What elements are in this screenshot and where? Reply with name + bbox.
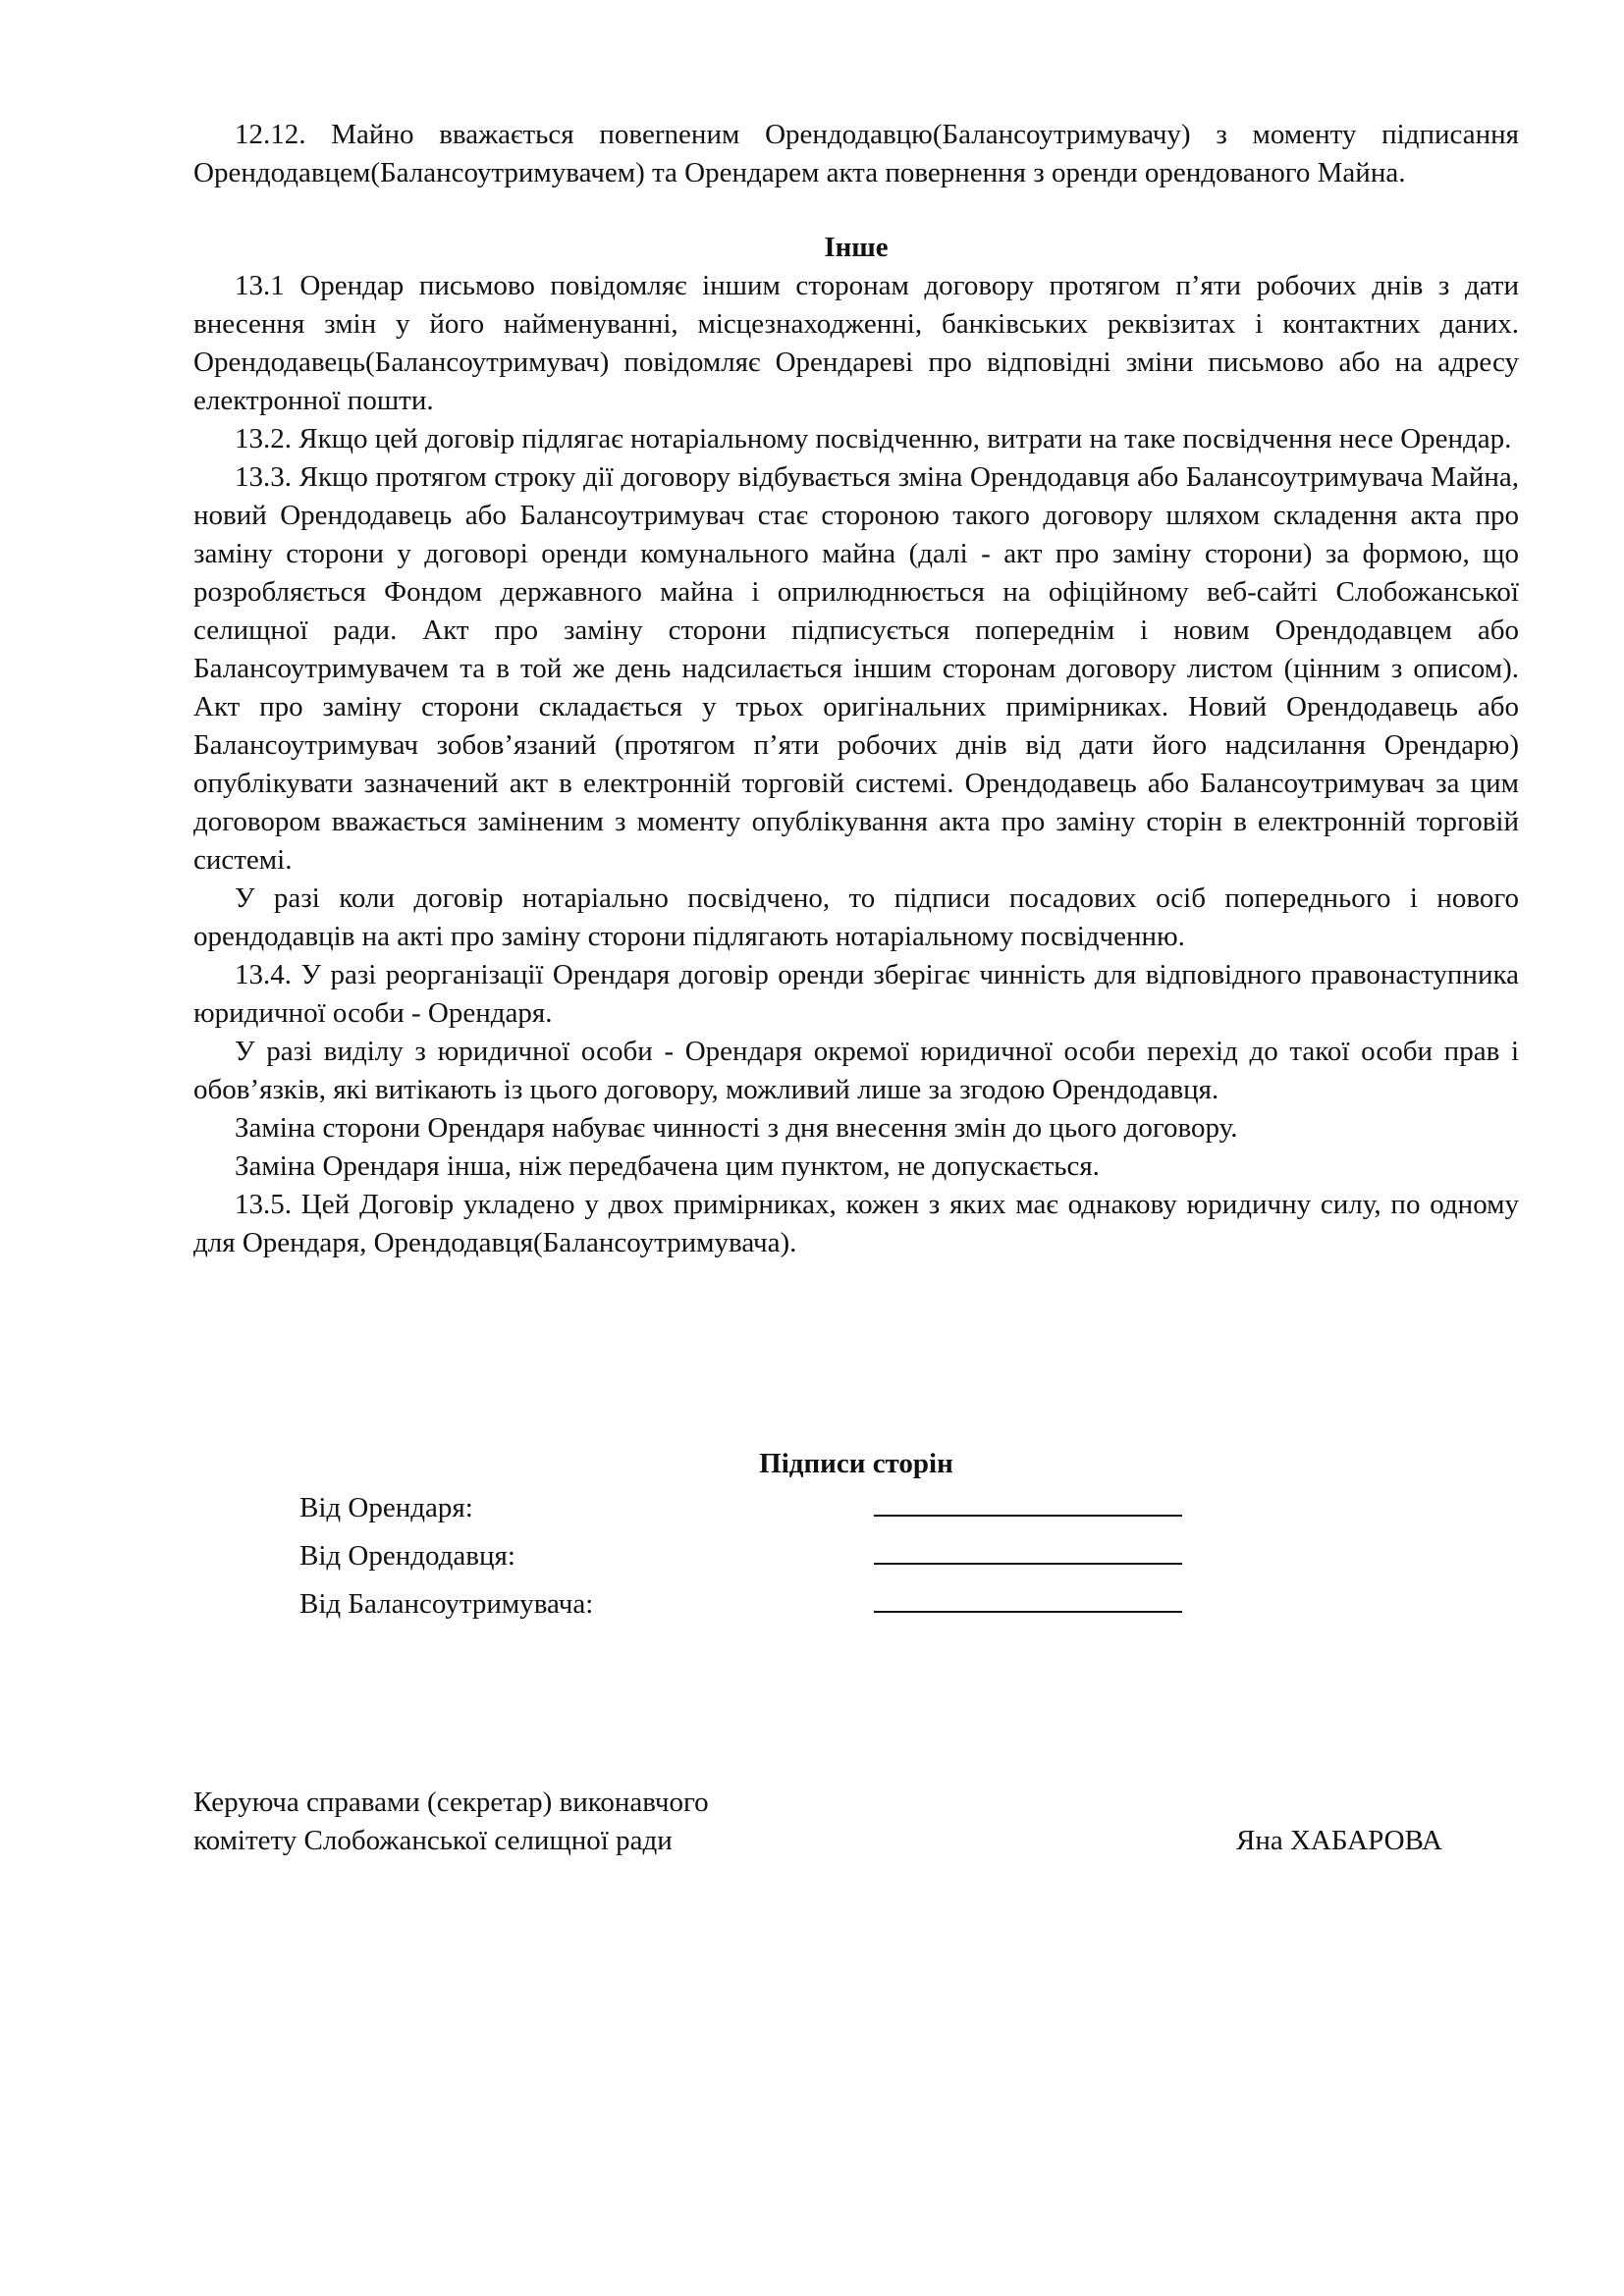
signature-label: Від Орендаря: [299,1492,473,1523]
paragraph-13-4-other: Заміна Орендаря інша, ніж передбачена цим пунктом, не допускається. [235,1150,1100,1182]
paragraph-13-4-change: Заміна сторони Орендаря набуває чинності з дня внесення змін до цього договору. [235,1112,1238,1144]
signature-label: Від Балансоутримувача: [299,1588,594,1620]
paragraph-13-5: 13.5. Цей Договір укладено у двох примірниках, кожен з яких має однакову юридичну силу, по одному для Орендаря, Орендодавця(Балансоутримувача). [193,1189,1519,1258]
paragraph-12-12: 12.12. Майно вважається повerneним Орендодавцю(Балансоутримувачу) з моменту підписання Орендодавцем(Балансоутримувачем) та Орендарем акта повернення з оренди орендованого Майна. [193,119,1519,188]
signatures-title: Підписи сторін [759,1448,953,1479]
signature-row-landlord [193,1531,1519,1579]
signatures-section [193,1445,1519,1628]
footer-signatory [193,1784,1519,1860]
paragraph-13-1: 13.1 Орендар письмово повідомляє іншим сторонам договору протягом п’яти робочих днів з дати внесення змін у його найменуванні, місцезнаходженні, банківських реквізитах і контактних даних. Орендодавець(Балансоутримувач) повідомляє Орендареві про відповідні зміни письмово або на адресу електронної пошти. [193,270,1519,416]
signatory-name: Яна ХАБАРОВА [1236,1825,1442,1856]
signatory-position-line-2: комітету Слобожанської селищної ради [193,1825,673,1856]
signature-line [874,1563,1182,1565]
spacer [193,192,1519,229]
paragraph-13-4: 13.4. У разі реорганізації Орендаря договір оренди зберігає чинність для відповідного правонаступника юридичної особи - Орендаря. [193,959,1519,1029]
signature-line [874,1515,1182,1517]
signature-line [874,1611,1182,1613]
paragraph-13-2: 13.2. Якщо цей договір підлягає нотаріальному посвідченню, витрати на таке посвідчення несе Орендар. [235,423,1512,454]
paragraph-13-4-split: У разі виділу з юридичної особи - Орендаря окремої юридичної особи перехід до такої особи прав і обов’язків, які витікають із цього договору, можливий лише за згодою Орендодавця. [193,1036,1519,1105]
signatory-position-line-1: Керуюча справами (секретар) виконавчого [193,1787,709,1818]
section-title-other: Інше [824,232,889,263]
document-body [193,116,1519,1262]
signature-label: Від Орендодавця: [299,1540,515,1572]
paragraph-13-3-notary: У разі коли договір нотаріально посвідчено, то підписи посадових осіб попереднього і нового орендодавців на акті про заміну сторони підлягають нотаріальному посвідченню. [193,882,1519,952]
paragraph-13-3: 13.3. Якщо протягом строку дії договору відбувається зміна Орендодавця або Балансоутримувача Майна, новий Орендодавець або Балансоутримувач стає стороною такого договору шляхом складення акта про заміну сторони у договорі оренди комунального майна (далі - акт про заміну сторони) за формою, що розробляється Фондом державного майна і оприлюднюється на офіційному веб-сайті Слобожанської селищної ради. Акт про заміну сторони підписується попереднім і новим Орендодавцем або Балансоутримувачем та в той же день надсилається іншим сторонам договору листом (цінним з описом). Акт про заміну сторони складається у трьох оригінальних примірниках. Новий Орендодавець або Балансоутримувач зобов’язаний (протягом п’яти робочих днів від дати його надсилання Орендарю) опублікувати зазначений акт в електронній торговій системі. Орендодавець або Балансоутримувач за цим договором вважається заміненим з моменту опублікування акта про заміну сторін в електронній торговій системі. [193,461,1519,876]
signature-row-tenant [193,1483,1519,1531]
signature-row-balance-holder [193,1579,1519,1628]
